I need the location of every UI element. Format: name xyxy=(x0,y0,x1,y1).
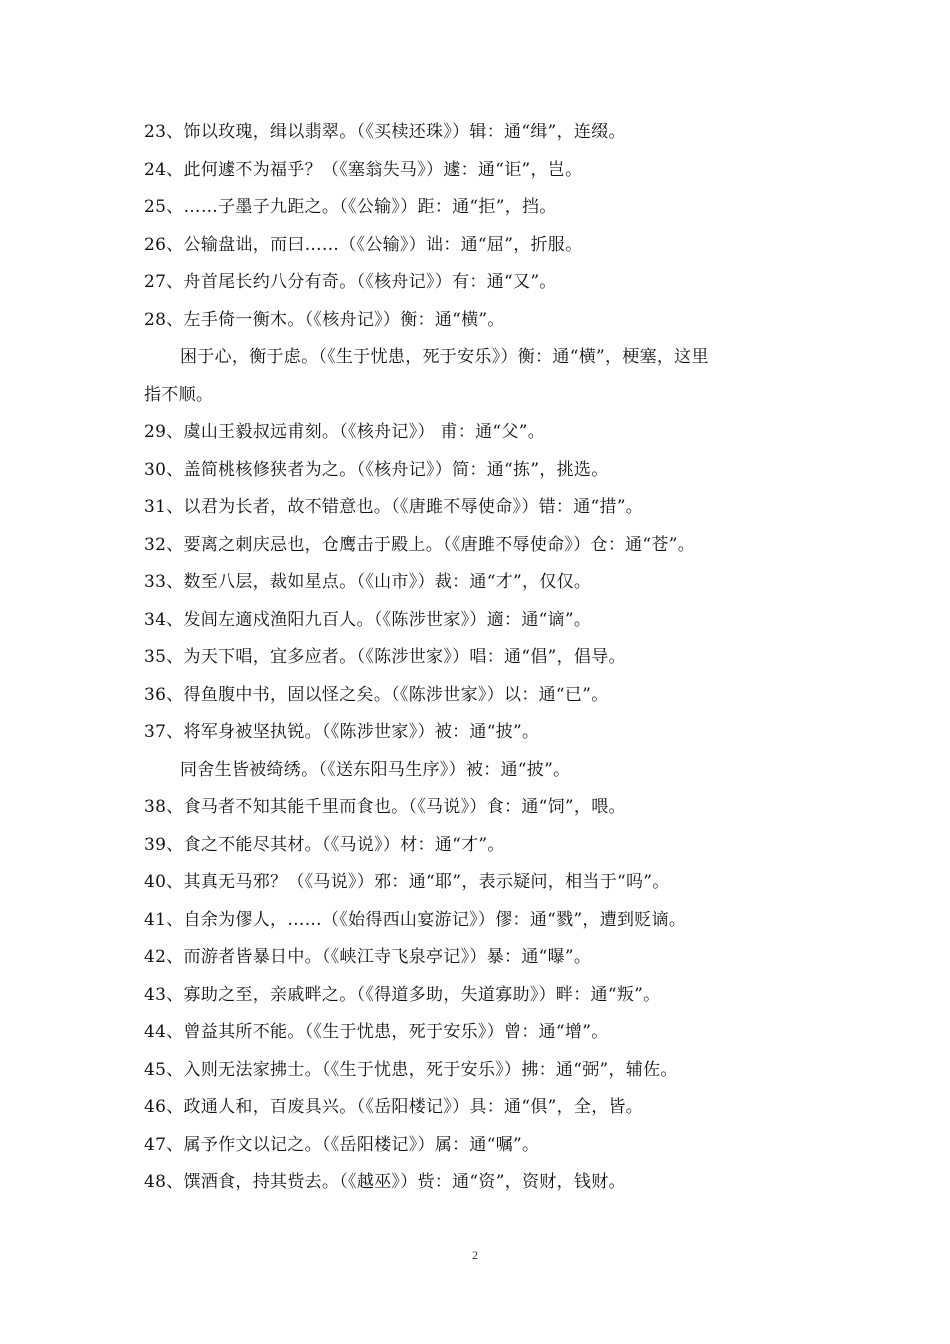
text-line: 36、得鱼腹中书，固以怪之矣。（《陈涉世家》）以：通“已”。 xyxy=(144,684,609,705)
text-line: 35、为天下唱，宜多应者。（《陈涉世家》）唱：通“倡”，倡导。 xyxy=(144,647,626,667)
text-line: 48、馔酒食，持其赀去。（《越巫》）赀：通“资”，资财，钱财。 xyxy=(144,1172,626,1192)
text-line: 37、将军身被坚执锐。（《陈涉世家》）被：通“披”。 xyxy=(144,722,540,742)
text-line: 45、入则无法家拂士。（《生于忧患，死于安乐》）拂：通“弼”，辅佐。 xyxy=(144,1059,678,1080)
text-line: 34、发闾左適戍渔阳九百人。（《陈涉世家》）適：通“谪”。 xyxy=(144,609,592,630)
text-line: 30、盖简桃核修狭者为之。（《核舟记》）简：通“拣”，挑选。 xyxy=(144,459,609,480)
text-line: 23、饰以玫瑰，缉以翡翠。（《买椟还珠》）辑：通“缉”，连缀。 xyxy=(144,122,626,142)
text-line: 24、此何遽不为福乎？（《塞翁失马》）遽：通“讵”，岂。 xyxy=(144,159,583,180)
text-line: 33、数至八层，裁如星点。（《山市》）裁：通“才”，仅仅。 xyxy=(144,572,592,592)
text-line: 困于心，衡于虑。（《生于忧患，死于安乐》）衡：通“横”，梗塞，这里 xyxy=(180,347,709,367)
text-line: 26、公输盘诎，而曰……（《公输》）诎：通“屈”，折服。 xyxy=(144,234,583,255)
text-line: 29、虞山王毅叔远甫刻。（《核舟记》） 甫：通“父”。 xyxy=(144,422,546,442)
text-line: 31、以君为长者，故不错意也。（《唐雎不辱使命》）错：通“措”。 xyxy=(144,497,644,517)
text-line: 27、舟首尾长约八分有奇。（《核舟记》）有：通“又”。 xyxy=(144,272,557,292)
text-line: 38、食马者不知其能千里而食也。（《马说》）食：通“饲”，喂。 xyxy=(144,797,626,817)
text-line: 指不顺。 xyxy=(144,384,214,405)
text-line: 43、寡助之至，亲戚畔之。（《得道多助，失道寡助》）畔：通“叛”。 xyxy=(144,984,661,1005)
text-line: 28、左手倚一衡木。（《核舟记》）衡：通“横”。 xyxy=(144,309,505,330)
text-line: 44、曾益其所不能。（《生于忧患，死于安乐》）曾：通“增”。 xyxy=(144,1022,609,1042)
text-line: 46、政通人和，百废具兴。（《岳阳楼记》）具：通“俱”，全，皆。 xyxy=(144,1097,644,1117)
text-line: 39、食之不能尽其材。（《马说》）材：通“才”。 xyxy=(144,834,505,855)
text-line: 40、其真无马邪？（《马说》）邪：通“耶”，表示疑问，相当于“吗”。 xyxy=(144,872,670,892)
text-line: 47、属予作文以记之。（《岳阳楼记》）属：通“嘱”。 xyxy=(144,1134,540,1155)
text-line: 32、要离之刺庆忌也，仓鹰击于殿上。（《唐雎不辱使命》）仓：通“苍”。 xyxy=(144,534,696,555)
text-line: 41、自余为僇人，……（《始得西山宴游记》）僇：通“戮”，遭到贬谪。 xyxy=(144,909,687,930)
document-body xyxy=(144,114,814,1202)
page-number: 2 xyxy=(472,1248,478,1262)
text-line: 25、……子墨子九距之。（《公输》）距：通“拒”，挡。 xyxy=(144,197,557,217)
text-line: 42、而游者皆暴日中。（《峡江寺飞泉亭记》）暴：通“曝”。 xyxy=(144,947,592,967)
text-line: 同舍生皆被绮绣。（《送东阳马生序》）被：通“披”。 xyxy=(180,759,571,780)
